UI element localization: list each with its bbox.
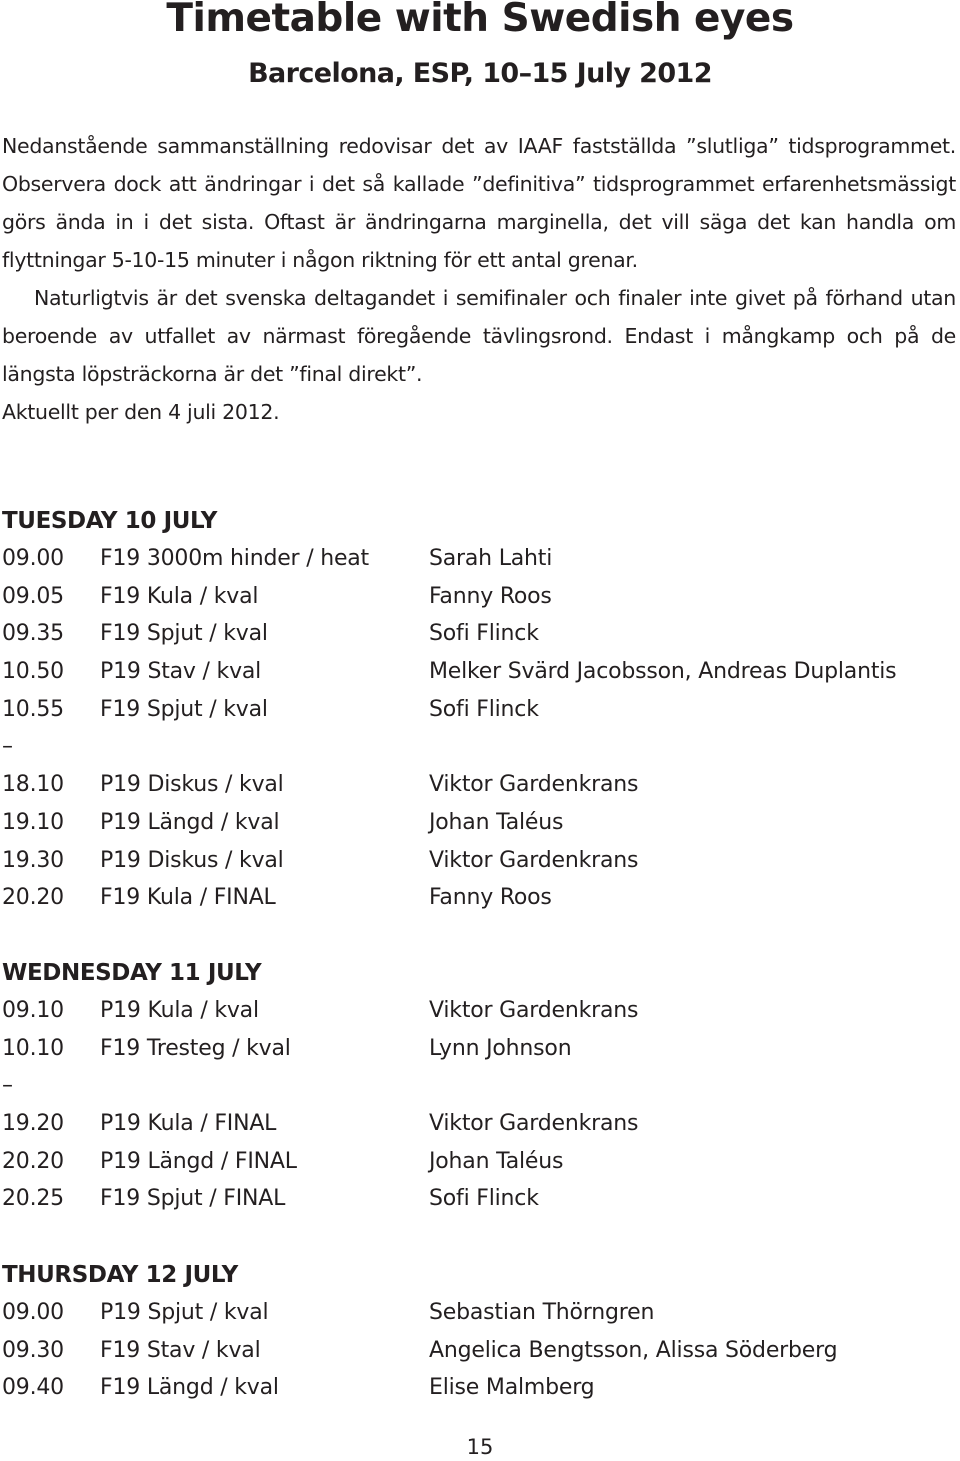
event-name: F19 Spjut / kval (100, 696, 268, 722)
athlete-names: Viktor Gardenkrans (429, 847, 639, 873)
event-name: F19 Tresteg / kval (100, 1035, 291, 1061)
event-name: P19 Längd / kval (100, 809, 280, 835)
event-time: 20.20 (2, 1148, 64, 1174)
event-name: F19 Spjut / kval (100, 621, 268, 647)
schedule-row (2, 578, 952, 616)
schedule-row (2, 1030, 952, 1068)
event-name: F19 Stav / kval (100, 1337, 261, 1363)
schedule-row (2, 691, 952, 729)
event-time: 18.10 (2, 772, 64, 798)
event-name: P19 Kula / FINAL (100, 1111, 277, 1137)
event-name: P19 Diskus / kval (100, 847, 284, 873)
schedule-row (2, 1369, 952, 1407)
event-time: 10.10 (2, 1035, 64, 1061)
event-name: F19 3000m hinder / heat (100, 546, 369, 571)
event-time: 19.10 (2, 809, 64, 835)
schedule-row (2, 1332, 952, 1370)
intro-paragraph: Aktuellt per den 4 juli 2012. (2, 400, 280, 424)
event-time: 09.40 (2, 1375, 64, 1401)
event-name: P19 Längd / FINAL (100, 1148, 297, 1174)
event-time: 09.10 (2, 998, 64, 1023)
athlete-names: Viktor Gardenkrans (429, 772, 639, 798)
schedule-row (2, 1294, 952, 1332)
event-time: 10.50 (2, 659, 64, 685)
athlete-names: Lynn Johnson (429, 1035, 572, 1061)
event-time: – (2, 1073, 13, 1099)
athlete-names: Fanny Roos (429, 583, 552, 609)
day-section-wednesday (2, 954, 952, 1218)
athlete-names: Sofi Flinck (429, 696, 539, 722)
event-time: 19.30 (2, 847, 64, 873)
schedule-row (2, 728, 952, 766)
event-time: 19.20 (2, 1111, 64, 1137)
page-subtitle: Barcelona, ESP, 10–15 July 2012 (248, 58, 712, 89)
intro-paragraph: Nedanstående sammanställning redovisar det av IAAF fastställda ”slutliga” tidsprogrammet. Observera dock att ändringar i det så kallade ”definitiva” tidsprogrammet erfarenhetsmässigt görs ända in i det sista. Oftast är ändringarna marginella, det vill säga det kan handla om flyttningar 5-10-15 minuter i någon riktning för ett antal grenar. (2, 134, 956, 272)
event-time: – (2, 734, 13, 760)
athlete-names: Sebastian Thörngren (429, 1300, 655, 1325)
day-section-thursday (2, 1256, 952, 1407)
athlete-names: Viktor Gardenkrans (429, 998, 639, 1023)
athlete-names: Fanny Roos (429, 885, 552, 911)
schedule-row (2, 615, 952, 653)
event-name: F19 Kula / FINAL (100, 885, 276, 911)
page-title: Timetable with Swedish eyes (166, 0, 794, 41)
athlete-names: Sarah Lahti (429, 546, 553, 571)
day-heading: TUESDAY 10 JULY (2, 508, 217, 534)
schedule-row (2, 766, 952, 804)
day-heading: THURSDAY 12 JULY (2, 1262, 238, 1288)
event-name: F19 Spjut / FINAL (100, 1186, 286, 1212)
day-section-tuesday (2, 502, 952, 917)
day-heading: WEDNESDAY 11 JULY (2, 960, 262, 986)
schedule-row (2, 1067, 952, 1105)
athlete-names: Sofi Flinck (429, 621, 539, 647)
schedule-row (2, 879, 952, 917)
schedule-list (2, 992, 952, 1218)
schedule-row (2, 992, 952, 1030)
athlete-names: Sofi Flinck (429, 1186, 539, 1212)
event-name: P19 Stav / kval (100, 659, 262, 685)
event-time: 09.30 (2, 1337, 64, 1363)
event-name: P19 Diskus / kval (100, 772, 284, 798)
schedule-row (2, 540, 952, 578)
athlete-names: Johan Taléus (429, 809, 564, 835)
schedule-row (2, 1180, 952, 1218)
athlete-names: Melker Svärd Jacobsson, Andreas Duplantis (429, 659, 897, 685)
event-time: 09.35 (2, 621, 64, 647)
schedule-row (2, 842, 952, 880)
intro-text (2, 127, 956, 431)
page-number: 15 (466, 1435, 494, 1459)
event-time: 09.00 (2, 546, 64, 571)
event-time: 20.25 (2, 1186, 64, 1212)
event-name: F19 Längd / kval (100, 1375, 279, 1401)
athlete-names: Johan Taléus (429, 1148, 564, 1174)
event-name: P19 Spjut / kval (100, 1300, 269, 1325)
athlete-names: Elise Malmberg (429, 1375, 595, 1401)
schedule-row (2, 653, 952, 691)
schedule-list (2, 1294, 952, 1407)
schedule-row (2, 804, 952, 842)
athlete-names: Viktor Gardenkrans (429, 1111, 639, 1137)
event-name: F19 Kula / kval (100, 583, 259, 609)
athlete-names: Angelica Bengtsson, Alissa Söderberg (429, 1337, 838, 1363)
schedule-list (2, 540, 952, 917)
event-time: 09.05 (2, 583, 64, 609)
event-time: 10.55 (2, 696, 64, 722)
schedule-row (2, 1143, 952, 1181)
event-name: P19 Kula / kval (100, 998, 259, 1023)
event-time: 09.00 (2, 1300, 64, 1325)
schedule-row (2, 1105, 952, 1143)
event-time: 20.20 (2, 885, 64, 911)
intro-paragraph: Naturligtvis är det svenska deltagandet i semifinaler och finaler inte givet på förhand utan beroende av utfallet av närmast föregående tävlingsrond. Endast i mångkamp och på de längsta löpsträckorna är det ”final direkt”. (2, 286, 956, 386)
